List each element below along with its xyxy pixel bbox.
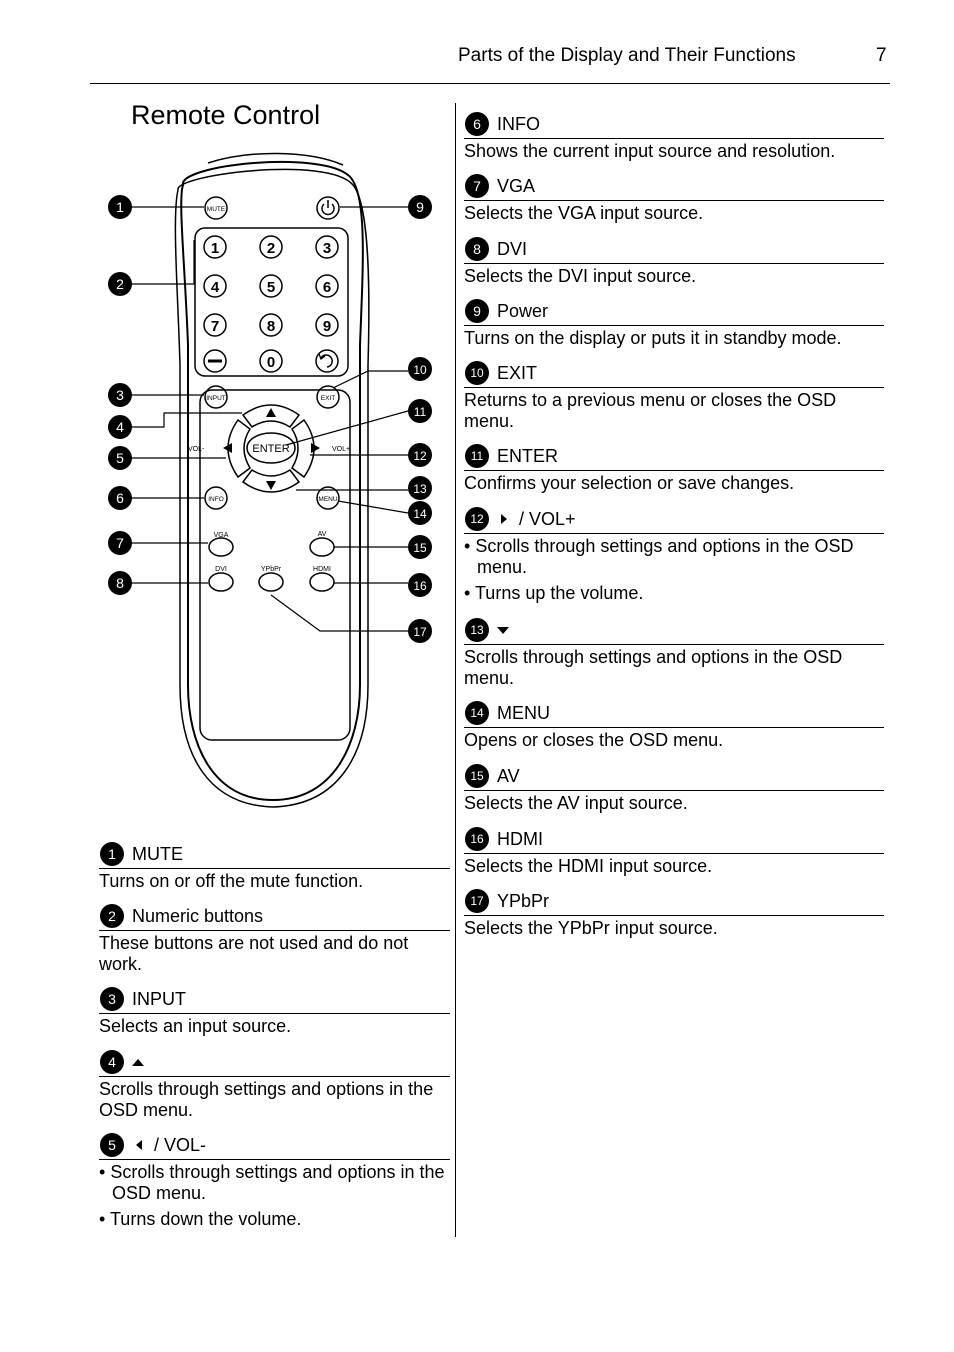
entry-number-badge: 4 (100, 1050, 124, 1074)
entry-number-badge: 2 (100, 904, 124, 928)
callout-badges (108, 195, 432, 643)
entry-title: / VOL+ (519, 508, 576, 529)
remote-label-exit: EXIT (320, 395, 336, 402)
right-arrow-icon (311, 443, 320, 453)
digit-label: 3 (322, 240, 332, 257)
entry-description: Selects the HDMI input source. (464, 856, 713, 876)
remote-label-vga: VGA (213, 532, 229, 539)
callout-15: 15 (413, 541, 427, 555)
entry-description: Selects the YPbPr input source. (464, 918, 718, 938)
digit-label: 8 (266, 318, 276, 335)
callout-2: 2 (116, 276, 124, 292)
return-icon (316, 350, 338, 372)
entry-number-badge: 9 (465, 299, 489, 323)
entry-title: Numeric buttons (132, 905, 264, 926)
entry-description: Opens or closes the OSD menu. (464, 730, 724, 750)
entry-up (99, 1048, 450, 1121)
entry-dvi (464, 235, 884, 287)
entry-title: VGA (497, 175, 536, 196)
entry-description: Selects the DVI input source. (464, 266, 697, 286)
entry-number-badge: 12 (465, 507, 489, 531)
entry-down (464, 616, 884, 689)
remote-label-input: INPUT (206, 395, 226, 402)
entry-number-badge: 16 (465, 827, 489, 851)
entry-number-badge: 6 (465, 112, 489, 136)
entry-description: Turns on the display or puts it in standby mode. (464, 328, 842, 348)
callout-16: 16 (413, 579, 427, 593)
entry-bullet: • Turns down the volume. (99, 1209, 450, 1230)
remote-label-vol-plus: VOL+ (332, 446, 351, 453)
entry-description: Scrolls through settings and options in the OSD menu. (464, 647, 843, 688)
callout-4: 4 (116, 419, 124, 435)
callout-14: 14 (413, 507, 427, 521)
entry-menu (464, 699, 884, 751)
entry-title: ENTER (497, 445, 559, 466)
entry-title: DVI (497, 238, 528, 259)
digit-label: 0 (266, 354, 276, 371)
entry-vga (464, 172, 884, 224)
header-title: Parts of the Display and Their Functions (458, 45, 796, 66)
column-divider (455, 103, 456, 1237)
remote-label-av: AV (317, 531, 327, 538)
entry-title: HDMI (497, 828, 543, 849)
up-arrow-icon (132, 1059, 144, 1066)
entry-av (464, 762, 884, 814)
entry-description (99, 1162, 450, 1230)
entry-title: AV (497, 765, 520, 786)
digit-label: 7 (210, 318, 220, 335)
power-icon (317, 197, 339, 219)
entry-bullet: • Scrolls through settings and options in the OSD menu. (464, 536, 884, 578)
entry-title: MUTE (132, 843, 183, 864)
entry-mute (99, 840, 450, 892)
entry-description: Confirms your selection or save changes. (464, 473, 795, 493)
up-arrow-icon (266, 408, 276, 417)
entry-title: INFO (497, 113, 540, 134)
left-arrow-icon (136, 1140, 142, 1150)
entry-description (464, 536, 884, 604)
entry-description: These buttons are not used and do not work. (99, 933, 409, 974)
callout-5: 5 (116, 450, 124, 466)
entry-number-badge: 14 (465, 701, 489, 725)
entry-hdmi (464, 825, 884, 877)
callout-17: 17 (413, 625, 427, 639)
entry-number-badge: 3 (100, 987, 124, 1011)
remote-label-vol-minus: VOL- (188, 446, 205, 453)
right-arrow-icon (501, 514, 507, 524)
callout-12: 12 (413, 449, 427, 463)
down-arrow-icon (497, 627, 509, 634)
section-title: Remote Control (131, 100, 321, 130)
entry-numeric-buttons (99, 902, 450, 975)
callout-8: 8 (116, 575, 124, 591)
remote-label-dvi: DVI (215, 566, 227, 573)
entry-left-vol-minus (99, 1131, 450, 1235)
digit-label: 4 (210, 279, 220, 296)
digit-label: 5 (266, 279, 276, 296)
entry-number-badge: 10 (465, 361, 489, 385)
entry-ypbpr (464, 887, 884, 939)
remote-label-menu: MENU (318, 496, 338, 503)
remote-label-enter: ENTER (252, 443, 290, 455)
remote-control-illustration (98, 145, 448, 810)
entry-title: / VOL- (154, 1134, 207, 1155)
entry-number-badge: 15 (465, 764, 489, 788)
entry-number-badge: 5 (100, 1133, 124, 1157)
entry-bullet: • Turns up the volume. (464, 583, 884, 604)
digit-label: 1 (210, 240, 220, 257)
entry-power (464, 297, 884, 349)
digit-label: 2 (266, 240, 276, 257)
digit-label: 6 (322, 279, 332, 296)
entry-description: Turns on or off the mute function. (99, 871, 364, 891)
entry-bullet: • Scrolls through settings and options in the OSD menu. (99, 1162, 450, 1204)
callout-9: 9 (416, 199, 424, 215)
callout-6: 6 (116, 490, 124, 506)
entry-number-badge: 8 (465, 237, 489, 261)
entry-number-badge: 1 (100, 842, 124, 866)
entry-description: Scrolls through settings and options in the OSD menu. (99, 1079, 434, 1120)
numeric-buttons-drawing (204, 236, 338, 372)
entry-number-badge: 11 (465, 444, 489, 468)
callout-13: 13 (413, 482, 427, 496)
entry-description: Returns to a previous menu or closes the OSD menu. (464, 390, 837, 431)
entry-number-badge: 13 (465, 618, 489, 642)
entry-number-badge: 7 (465, 174, 489, 198)
entry-title: MENU (497, 702, 550, 723)
mute-button-drawing (205, 197, 227, 219)
entry-exit (464, 359, 884, 432)
entry-description: Selects the AV input source. (464, 793, 688, 813)
remote-label-ypbpr: YPbPr (260, 566, 282, 573)
entry-input (99, 985, 450, 1037)
callout-7: 7 (116, 535, 124, 551)
callout-1: 1 (116, 199, 124, 215)
remote-label-mute: MUTE (206, 206, 226, 213)
entry-right-vol-plus (464, 505, 884, 609)
entry-description: Selects an input source. (99, 1016, 292, 1036)
entry-info (464, 110, 884, 162)
entry-description: Shows the current input source and resolution. (464, 141, 836, 161)
remote-label-hdmi: HDMI (313, 566, 331, 573)
header-rule (90, 83, 890, 84)
remote-label-info: INFO (208, 496, 224, 503)
down-arrow-icon (266, 481, 276, 490)
d-pad-drawing (223, 405, 320, 492)
callout-10: 10 (413, 363, 427, 377)
callout-3: 3 (116, 387, 124, 403)
callout-11: 11 (413, 405, 427, 419)
entry-number-badge: 17 (465, 889, 489, 913)
entry-title: INPUT (132, 988, 186, 1009)
entry-title: EXIT (497, 362, 538, 383)
entry-description: Selects the VGA input source. (464, 203, 704, 223)
page-number: 7 (876, 45, 887, 66)
entry-enter (464, 442, 884, 494)
entry-title: YPbPr (497, 890, 550, 911)
digit-label: 9 (322, 318, 332, 335)
entry-title: Power (497, 300, 549, 321)
